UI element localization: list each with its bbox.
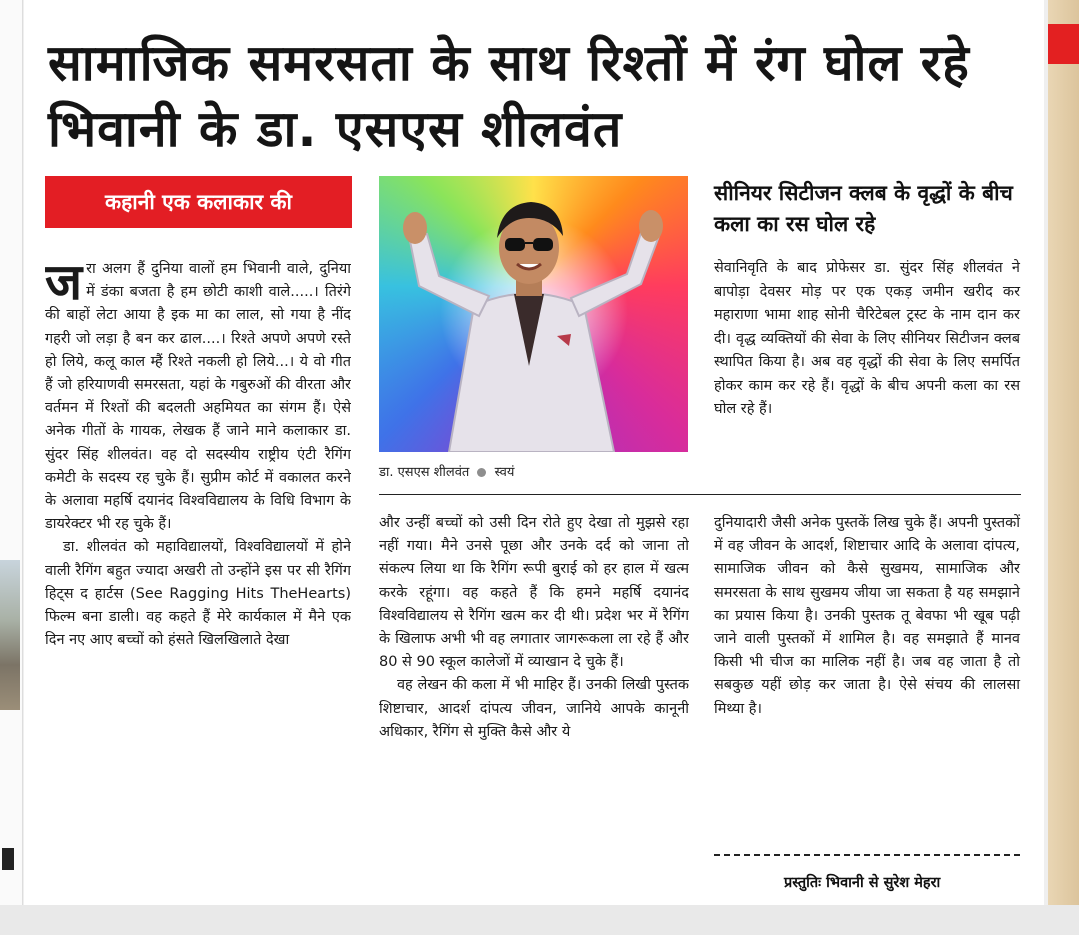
column-2-paragraph-2: वह लेखन की कला में भी माहिर हैं। उनकी लिखी पुस्तक शिष्टाचार, आदर्श दांपत्य जीवन, जानिये आपके कानूनी अधिकार, रैगिंग से मुक्ति कैसे और ये	[379, 677, 689, 740]
portrait-photo	[379, 176, 688, 452]
column-1-paragraph-1	[45, 258, 351, 536]
intro-paragraph: सेवानिवृति के बाद प्रोफेसर डा. सुंदर सिंह शीलवंत ने बापोड़ा देवसर मोड़ पर एक एकड़ जमीन खरीद कर महाराणा भामा शाह सोनी चैरिटेबल ट्रस्ट के नाम दान कर दी। वृद्ध व्यक्तियों की सेवा के लिए सीनियर सिटीजन क्लब स्थापित किया है। अब वह वृद्धों की सेवा के लिए समर्पित होकर काम कर रहे हैं। वृद्धों के बीच अपनी कला का रस घोल रहे हैं।	[714, 260, 1020, 417]
photo-caption	[379, 462, 514, 480]
adjacent-page-right-edge	[1048, 0, 1079, 905]
adjacent-page-left-edge	[0, 0, 23, 905]
adjacent-photo-fragment	[0, 560, 20, 710]
column-divider-line	[379, 494, 1021, 495]
adjacent-dark-fragment	[2, 848, 14, 870]
article-credit: प्रस्तुतिः भिवानी से सुरेश मेहरा	[784, 875, 941, 891]
sub-headline: सीनियर सिटीजन क्लब के वृद्धों के बीच कला का रस घोल रहे	[714, 181, 1013, 236]
column-1-paragraph-1-text: रा अलग हैं दुनिया वालों हम भिवानी वाले, दुनिया में डंका बजता है हम छोटी काशी वाले.....। तिरंगे की बाहों लेटा आया है इक मा का लाल, सो गया है नींद गहरी जो लड़ा है बन कर ढाल....। रिश्ते अपणे अपणे रस्ते हो लिये, कलू काल म्हैं रिश्ते नकली हो लिये...। ये वो गीत हैं जो हरियाणवी समरसता, यहां के गबुरुओं की वीरता और वर्तमन में रिश्तों की बदलती अहमियत का संगम हैं। ऐसे अनेक गीतों के गायक, लेखक हैं जाने माने कलाकार डा. सुंदर सिंह शीलवंत। वह दो सदस्यीय राष्ट्रीय एंटी रैगिंग कमेटी के सदस्य रह चुके हैं। सुप्रीम कोर्ट में वकालत करने के अलावा महर्षि दयानंद विश्वविद्यालय के विधि विभाग के डायरेक्टर भी रह चुके हैं।	[45, 261, 351, 533]
article-column-2	[379, 512, 689, 904]
caption-note: स्वयं	[494, 465, 515, 480]
drop-cap: ज	[45, 258, 83, 311]
article-column-3	[714, 512, 1020, 721]
adjacent-red-tab	[1048, 24, 1079, 64]
caption-name: डा. एसएस शीलवंत	[379, 465, 470, 480]
column-1-paragraph-2: डा. शीलवंत को महाविद्यालयों, विश्वविद्यालयों में होने वाली रैगिंग बहुत ज्यादा अखरी तो उन्होंने इस पर सी रैगिंग हिट्स द हार्टस (See Ragging Hits TheHearts) फिल्म बना डाली। वह कहते हैं मेरे कार्यकाल में मैने एक दिन नए आए बच्चों को हंसते खिलखिलाते देखा	[45, 539, 351, 649]
caption-bullet-icon	[477, 468, 486, 477]
section-tag: कहानी एक कलाकार की	[45, 176, 352, 228]
column-3-paragraph-1: दुनियादारी जैसी अनेक पुस्तकें लिख चुके हैं। अपनी पुस्तकों में वह जीवन के आदर्श, शिष्टाचार आदि के अलावा दांपत्य, सामाजिक जीवन को कैसे सुखमय, सामाजिक और समरसता के साथ सुखमय जीया जा सकता है यह समझाने का प्रयास किया है। उनकी पुस्तक तू बेवफा भी खूब पढ़ी जाने वाली पुस्तकों में शामिल है। वह समझाते हैं मानव किसी भी चीज का मालिक नहीं है। जब वह जाता है तो सबकुछ यहीं छोड़ कर जाता है। ऐसे संचय की लालसा मिथ्या है।	[714, 515, 1020, 717]
credit-divider	[714, 854, 1020, 856]
bottom-margin	[0, 905, 1079, 935]
article-column-1	[45, 258, 351, 903]
newspaper-article	[24, 0, 1044, 905]
article-headline: सामाजिक समरसता के साथ रिश्तों में रंग घोल रहे भिवानी के डा. एसएस शीलवंत	[48, 34, 970, 158]
intro-box	[714, 257, 1020, 422]
column-2-paragraph-1: और उन्हीं बच्चों को उसी दिन रोते हुए देखा तो मुझसे रहा नहीं गया। मैने उनसे पूछा और उनके दर्द को जाना तो संकल्प लिया था कि रैगिंग रूपी बुराई को हर हाल में खत्म करके रहूंगा। वह कहते हैं कि हमने महर्षि दयानंद विश्वविद्यालय से रैगिंग खत्म कर दी थी। प्रदेश भर में रैगिंग के खिलाफ अभी भी वह लगातार जागरूकला ला रहे हैं और 80 से 90 स्कूल कालेजों में व्याखान दे चुके हैं।	[379, 515, 689, 671]
person-figure	[379, 176, 688, 452]
